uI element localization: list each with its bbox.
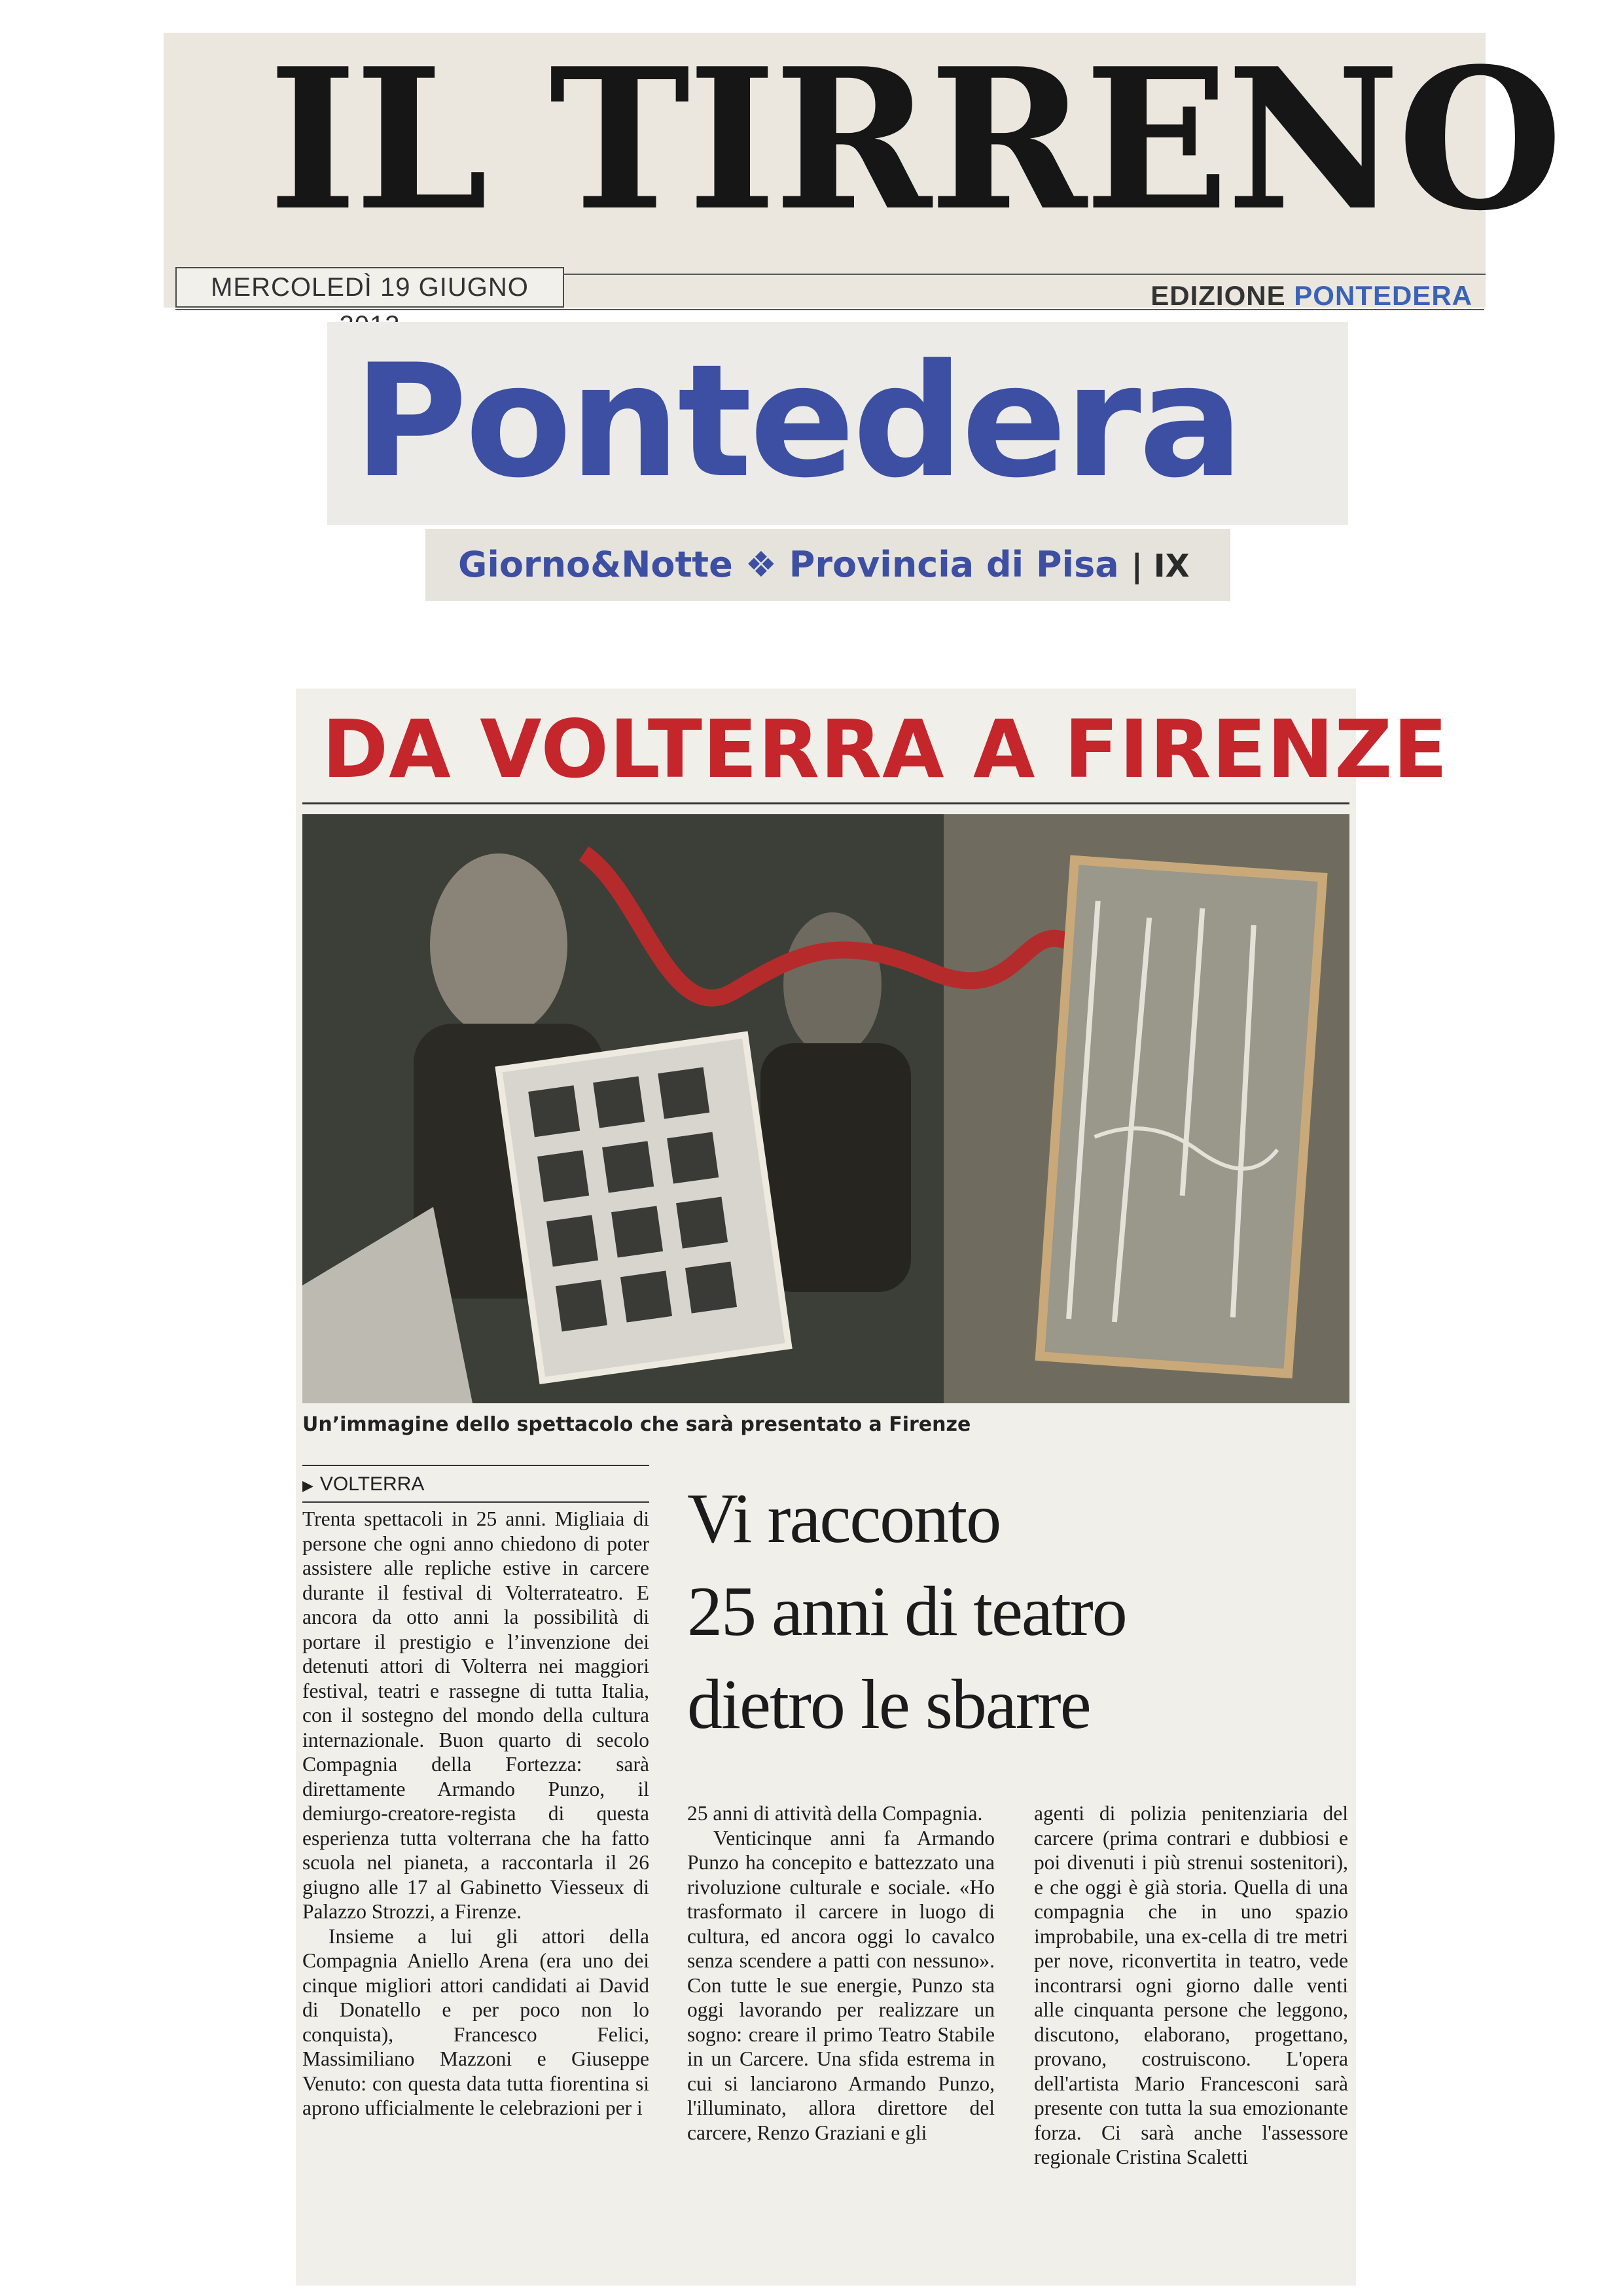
paragraph: Venticinque anni fa Armando Punzo ha concepito e battezzato una rivoluzione culturale e sociale. «Ho trasformato il carcere in luogo di cultura, ed ancora oggi lo cavalco senza scendere a patti con nessuno». Con tutte le sue energie, Punzo sta oggi lavorando per realizzare un sogno: creare il primo Teatro Stabile in un Carcere. Una sfida estrema in cui si lanciarono Armando Punzo, l'illuminato, allora direttore del carcere, Renzo Graziani e gli — [687, 1826, 995, 2144]
body-column-3 — [1034, 1801, 1348, 2279]
masthead-rule-top — [563, 274, 1486, 275]
triangle-marker-icon: ▶ — [302, 1477, 313, 1494]
edition-name: PONTEDERA — [1294, 280, 1472, 311]
newspaper-logo: IL TIRRENO — [268, 26, 1561, 253]
theatre-scene-illustration — [302, 814, 1349, 1403]
body-column-1 — [302, 1507, 649, 2279]
photo-caption: Un’immagine dello spettacolo che sarà presentato a Firenze — [302, 1413, 971, 1436]
subline-left: Giorno&Notte — [458, 544, 733, 585]
paragraph: Insieme a lui gli attori della Compagnia Aniello Arena (era uno dei cinque migliori attori candidati ai David di Donatello e per poco non lo conquista), Francesco Felici, Massimiliano Mazzoni e Giuseppe Venuto: con questa data tutta fiorentina si aprono ufficialmente le celebrazioni per i — [302, 1924, 649, 2119]
article-photo — [302, 814, 1349, 1403]
paragraph: Trenta spettacoli in 25 anni. Migliaia di persone che ogni anno chiedono di poter assistere alle repliche estive in carcere durante il festival di Volterrateatro. E ancora da otto anni la possibilità di portare il prestigio e l’invenzione dei detenuti attori di Volterra nei maggiori festival, teatri e rassegne di tutta Italia, con il sostegno del mondo della cultura internazionale. Buon quarto di secolo Compagnia della Fortezza: sarà direttamente Armando Punzo, il demiurgo-creatore-regista di questa esperienza tutta volterrana che ha fatto scuola nel pianeta, a raccontarla il 26 giugno alle 17 al Gabinetto Viesseux di Palazzo Strozzi, a Firenze. — [302, 1507, 649, 1923]
diamond-separator-icon: ❖ — [745, 544, 777, 585]
issue-date: MERCOLEDÌ 19 GIUGNO — [175, 267, 564, 308]
section-title: Pontedera — [353, 331, 1241, 512]
dateline-city: VOLTERRA — [319, 1473, 425, 1495]
page-number: | IX — [1131, 548, 1190, 584]
article-kicker: DA VOLTERRA A FIRENZE — [322, 703, 1448, 796]
article-headline — [687, 1473, 1348, 1787]
kicker-rule — [302, 802, 1349, 804]
subline-mid: Provincia di Pisa — [789, 544, 1119, 585]
byline-rule-bottom — [302, 1501, 649, 1503]
paragraph: 25 anni di attività della Compagnia. — [687, 1802, 983, 1825]
body-column-2 — [687, 1801, 995, 2279]
headline-line-1: Vi racconto — [687, 1480, 1001, 1558]
headline-line-3: dietro le sbarre — [687, 1666, 1090, 1744]
paragraph: agenti di polizia penitenziaria del carcere (prima contrari e dubbiosi e poi divenuti i più strenui sostenitori), e che oggi è già storia. Quella di una compagnia che in uno spazio improbabile, una ex-cella di tre metri per nove, riconvertita in teatro, vede incontrarsi ogni giorno dalle venti alle cinquanta persone che leggono, discutono, elaborano, progettano, provano, costruiscono. L'opera dell'artista Mario Francesconi sarà presente con tutta la sua emozionante forza. Ci sarà anche l'assessore regionale Cristina Scaletti — [1034, 1802, 1348, 2168]
headline-line-2: 25 anni di teatro — [687, 1573, 1126, 1651]
edition-prefix: EDIZIONE — [1150, 280, 1294, 311]
edition-label — [962, 278, 1472, 314]
byline-rule-top — [302, 1465, 649, 1466]
dateline — [302, 1469, 649, 1500]
section-subline — [458, 538, 1230, 592]
